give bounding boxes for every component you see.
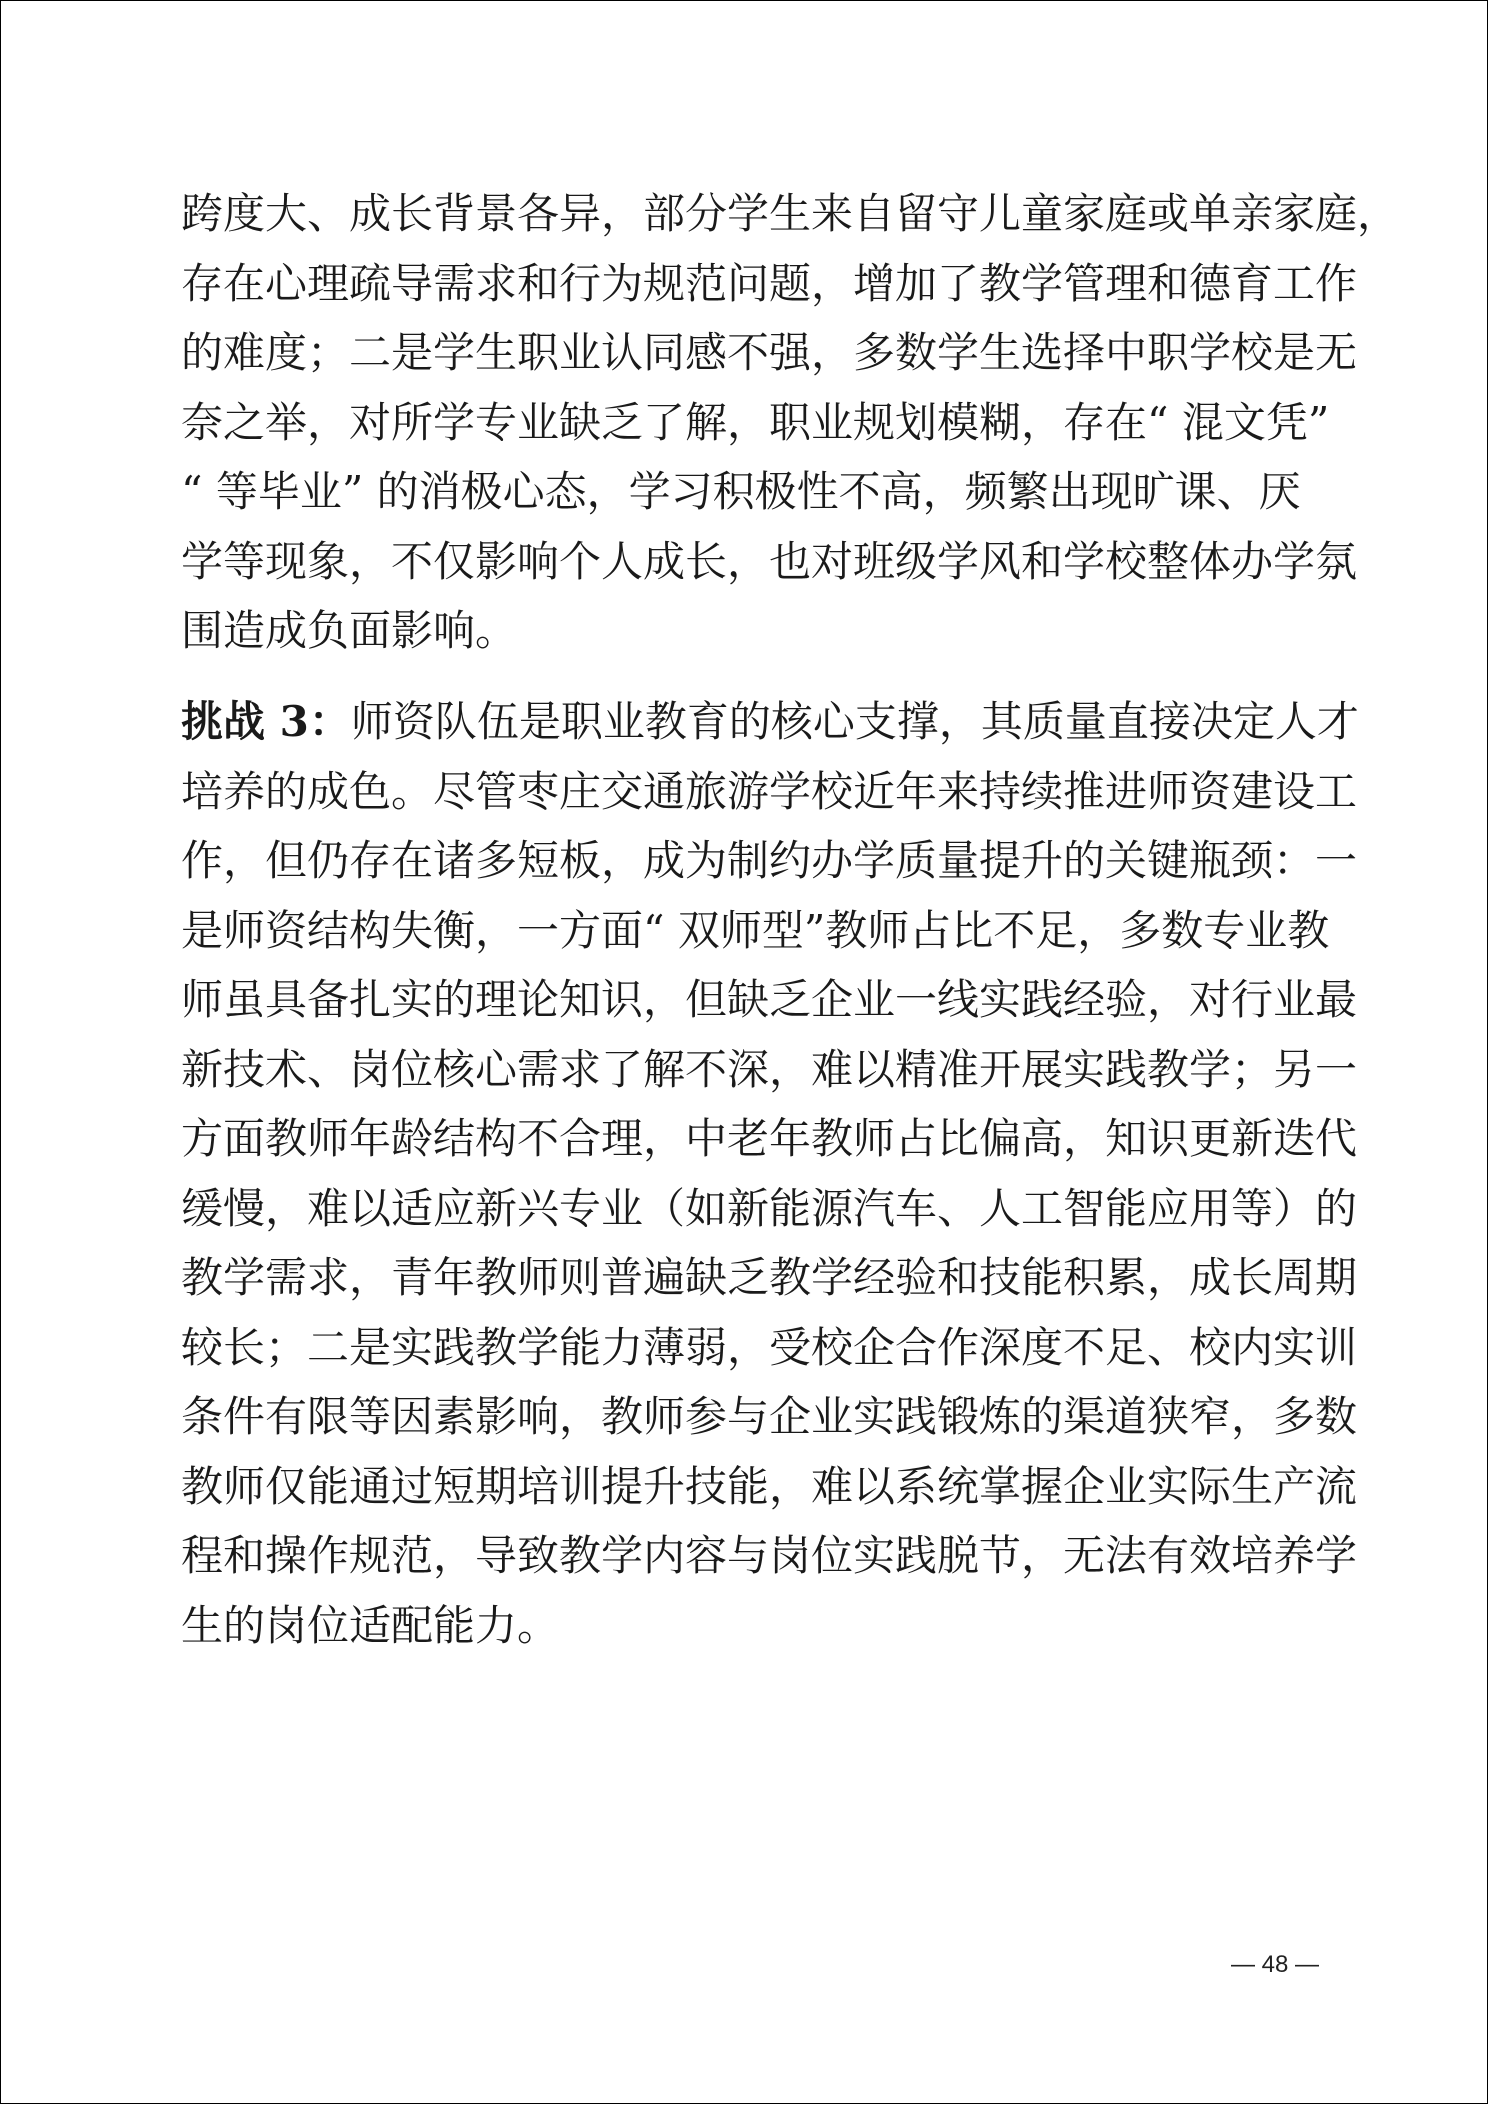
text-line: 程和操作规范，导致教学内容与岗位实践脱节，无法有效培养学 xyxy=(181,1531,1358,1580)
text-line: 培养的成色。尽管枣庄交通旅游学校近年来持续推进师资建设工 xyxy=(181,766,1358,816)
text-line: 教师仅能通过短期培训提升技能，难以系统掌握企业实际生产流 xyxy=(181,1461,1358,1511)
paragraph-challenge-3 xyxy=(181,687,1359,1660)
text-line: 跨度大、成长背景各异，部分学生来自留守儿童家庭或单亲家庭， xyxy=(181,189,1400,238)
text-line: 围造成负面影响。 xyxy=(181,606,518,655)
text-line: 条件有限等因素影响，教师参与企业实践锻炼的渠道狭窄，多数 xyxy=(181,1392,1358,1441)
text-line-rest: 师资队伍是职业教育的核心支撑，其质量直接决定人才 xyxy=(350,697,1359,746)
paragraph-student-issues xyxy=(181,179,1400,666)
text-line: 的难度；二是学生职业认同感不强，多数学生选择中职学校是无 xyxy=(181,328,1358,377)
text-line: 存在心理疏导需求和行为规范问题，增加了教学管理和德育工作 xyxy=(181,258,1358,308)
text-line: 缓慢，难以适应新兴专业（如新能源汽车、人工智能应用等）的 xyxy=(181,1183,1358,1233)
page-number: — 48 — xyxy=(1231,1951,1320,1978)
text-line: 是师资结构失衡，一方面“ 双师型”教师占比不足，多数专业教 xyxy=(181,905,1330,955)
text-line: “ 等毕业” 的消极心态，学习积极性不高，频繁出现旷课、厌 xyxy=(181,467,1301,516)
text-line: 新技术、岗位核心需求了解不深，难以精准开展实践教学；另一 xyxy=(181,1044,1358,1094)
text-line: 教学需求，青年教师则普遍缺乏教学经验和技能积累，成长周期 xyxy=(181,1253,1358,1302)
text-line: 生的岗位适配能力。 xyxy=(181,1600,560,1650)
text-line: 学等现象，不仅影响个人成长，也对班级学风和学校整体办学氛 xyxy=(181,536,1358,586)
text-line: 奈之举，对所学专业缺乏了解，职业规划模糊，存在“ 混文凭” xyxy=(181,397,1330,447)
text-line: 方面教师年龄结构不合理，中老年教师占比偏高，知识更新迭代 xyxy=(181,1114,1358,1163)
text-line: 作，但仍存在诸多短板，成为制约办学质量提升的关键瓶颈：一 xyxy=(181,836,1358,885)
text-line-first xyxy=(181,687,1359,757)
challenge-heading: 挑战 3： xyxy=(181,697,351,746)
text-line: 师虽具备扎实的理论知识，但缺乏企业一线实践经验，对行业最 xyxy=(181,975,1358,1024)
text-line: 较长；二是实践教学能力薄弱，受校企合作深度不足、校内实训 xyxy=(181,1322,1358,1372)
